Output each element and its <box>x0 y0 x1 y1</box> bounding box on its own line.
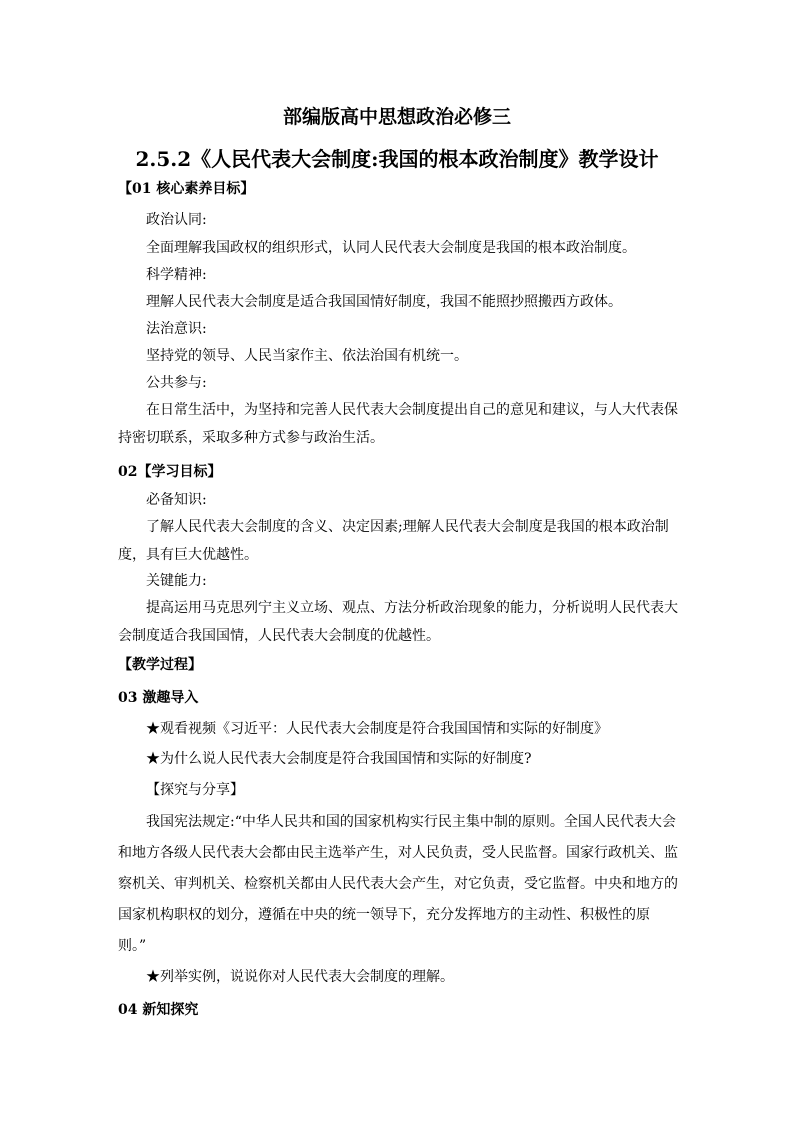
document-subtitle: 2.5.2《人民代表大会制度:我国的根本政治制度》教学设计 <box>135 147 659 171</box>
paragraph: ★观看视频《习近平：人民代表大会制度是符合我国国情和实际的好制度》 <box>146 721 608 737</box>
paragraph: 提高运用马克思列宁主义立场、观点、方法分析政治现象的能力，分析说明人民代表大会制度适合我国国情，人民代表大会制度的优越性。 <box>118 600 678 644</box>
paragraph: ★列举实例，说说你对人民代表大会制度的理解。 <box>146 969 454 985</box>
section-heading-new-knowledge: 04 新知探究 <box>118 1002 199 1018</box>
section-heading-core-literacy: 【01 核心素养目标】 <box>118 181 255 197</box>
paragraph: 必备知识: <box>146 492 207 508</box>
paragraph: 我国宪法规定:“中华人民共和国的国家机构实行民主集中制的原则。全国人民代表大会和地方各级人民代表大会都由民主选举产生，对人民负责，受人民监督。国家行政机关、监察机关、审判机关、检察机关都由人民代表大会产生，对它负责，受它监督。中央和地方的国家机构职权的划分，遵循在中央的统一领导下，充分发挥地方的主动性、积极性的原则。” <box>118 814 678 954</box>
section-heading-teaching-process: 【教学过程】 <box>118 657 202 673</box>
paragraph: 坚持党的领导、人民当家作主、依法治国有机统一。 <box>146 348 468 364</box>
paragraph: 全面理解我国政权的组织形式，认同人民代表大会制度是我国的根本政治制度。 <box>146 240 636 256</box>
paragraph: 政治认同: <box>146 212 207 228</box>
paragraph: 了解人民代表大会制度的含义、决定因素;理解人民代表大会制度是我国的根本政治制度，具有巨大优越性。 <box>118 519 669 563</box>
document-title: 部编版高中思想政治必修三 <box>282 106 511 128</box>
paragraph: 科学精神: <box>146 267 207 283</box>
paragraph: 【探究与分享】 <box>146 782 244 798</box>
paragraph: ★为什么说人民代表大会制度是符合我国国情和实际的好制度? <box>146 751 532 767</box>
paragraph: 法治意识: <box>146 321 207 337</box>
paragraph: 关键能力: <box>146 573 207 589</box>
paragraph: 公共参与: <box>146 375 207 391</box>
section-heading-intro: 03 激趣导入 <box>118 690 199 706</box>
paragraph: 理解人民代表大会制度是适合我国国情好制度，我国不能照抄照搬西方政体。 <box>146 294 622 310</box>
paragraph: 在日常生活中，为坚持和完善人民代表大会制度提出自己的意见和建议，与人大代表保持密切联系，采取多种方式参与政治生活。 <box>118 402 678 446</box>
section-heading-learning-goals: 02【学习目标】 <box>118 464 222 480</box>
